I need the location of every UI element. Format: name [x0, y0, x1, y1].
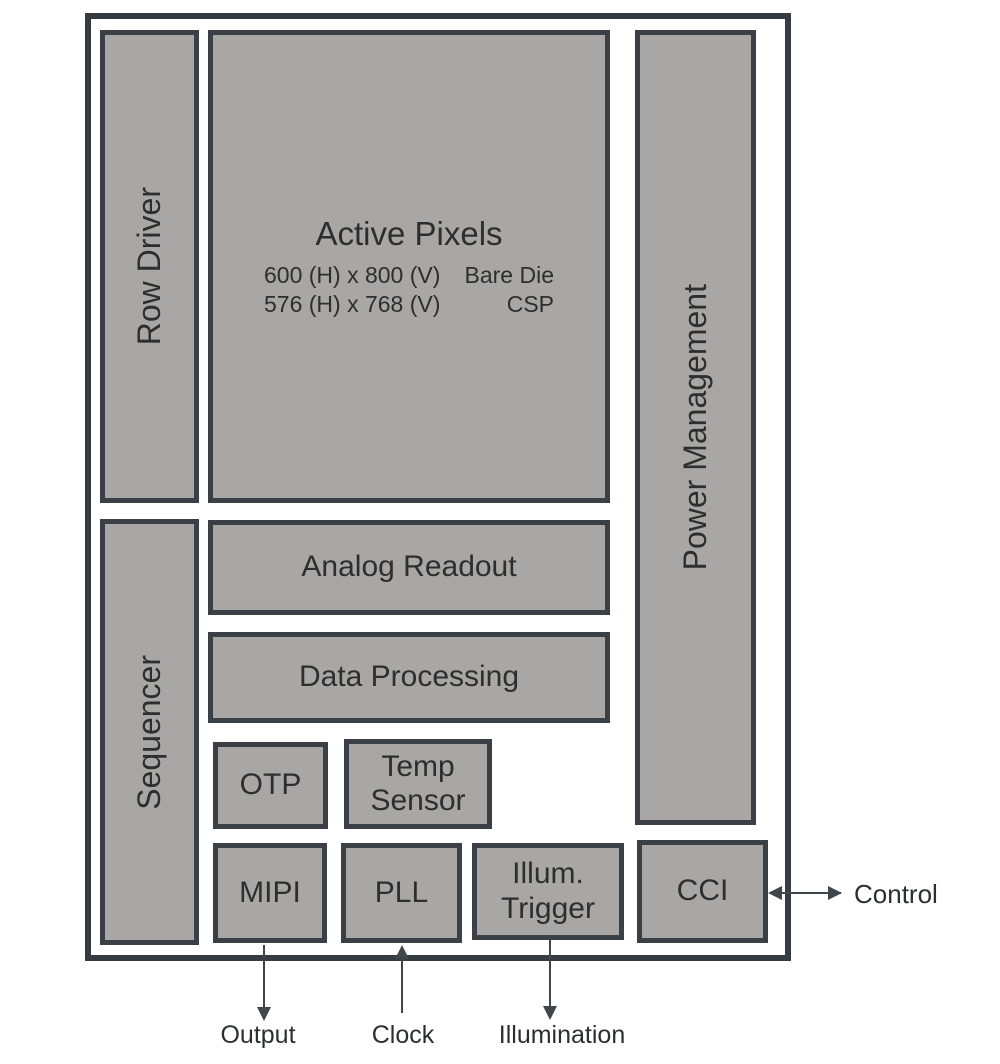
control-arrow-left-head-icon	[768, 886, 782, 900]
clock-arrow-head-icon	[395, 945, 409, 959]
spec-resolution-csp: 576 (H) x 768 (V)	[264, 290, 441, 317]
sequencer-label: Sequencer	[131, 654, 167, 810]
spec-resolution-bare-die: 600 (H) x 800 (V)	[264, 261, 441, 288]
control-signal-label: Control	[854, 879, 938, 909]
spec-package-bare-die: Bare Die	[464, 261, 554, 288]
block-temp-sensor	[344, 739, 492, 829]
pll-label: PLL	[374, 875, 429, 909]
block-sequencer	[100, 519, 199, 945]
illumination-signal-label: Illumination	[498, 1021, 626, 1049]
row-driver-label: Row Driver	[131, 187, 167, 346]
illum-trigger-label: Illum. Trigger	[501, 857, 595, 925]
analog-readout-label: Analog Readout	[301, 550, 517, 584]
output-arrow-line	[263, 945, 265, 1008]
data-processing-label: Data Processing	[298, 660, 520, 694]
spec-row-bare-die	[264, 261, 554, 290]
block-illum-trigger	[472, 843, 624, 940]
active-pixels-text	[264, 215, 554, 318]
control-arrow-right-head-icon	[828, 886, 842, 900]
active-pixels-title: Active Pixels	[315, 214, 503, 252]
clock-arrow-line	[401, 957, 403, 1013]
block-power-management	[635, 30, 756, 825]
mipi-label: MIPI	[239, 875, 301, 909]
block-analog-readout	[208, 520, 610, 615]
active-pixels-specs	[264, 261, 554, 318]
otp-label: OTP	[239, 768, 302, 802]
spec-row-csp	[264, 290, 554, 319]
power-management-label: Power Management	[677, 284, 713, 571]
spec-package-csp: CSP	[506, 290, 554, 317]
block-active-pixels	[208, 30, 610, 503]
output-arrow-head-icon	[257, 1007, 271, 1021]
clock-signal-label: Clock	[371, 1021, 435, 1049]
output-signal-label: Output	[220, 1021, 296, 1049]
block-mipi	[213, 843, 327, 943]
block-row-driver	[100, 30, 199, 503]
temp-sensor-label: Temp Sensor	[370, 749, 466, 817]
illumination-arrow-head-icon	[543, 1006, 557, 1020]
block-pll	[341, 843, 462, 943]
block-otp	[213, 742, 328, 829]
cci-label: CCI	[676, 874, 729, 908]
illumination-arrow-line	[549, 940, 551, 1007]
block-data-processing	[208, 632, 610, 723]
block-cci	[637, 840, 768, 943]
